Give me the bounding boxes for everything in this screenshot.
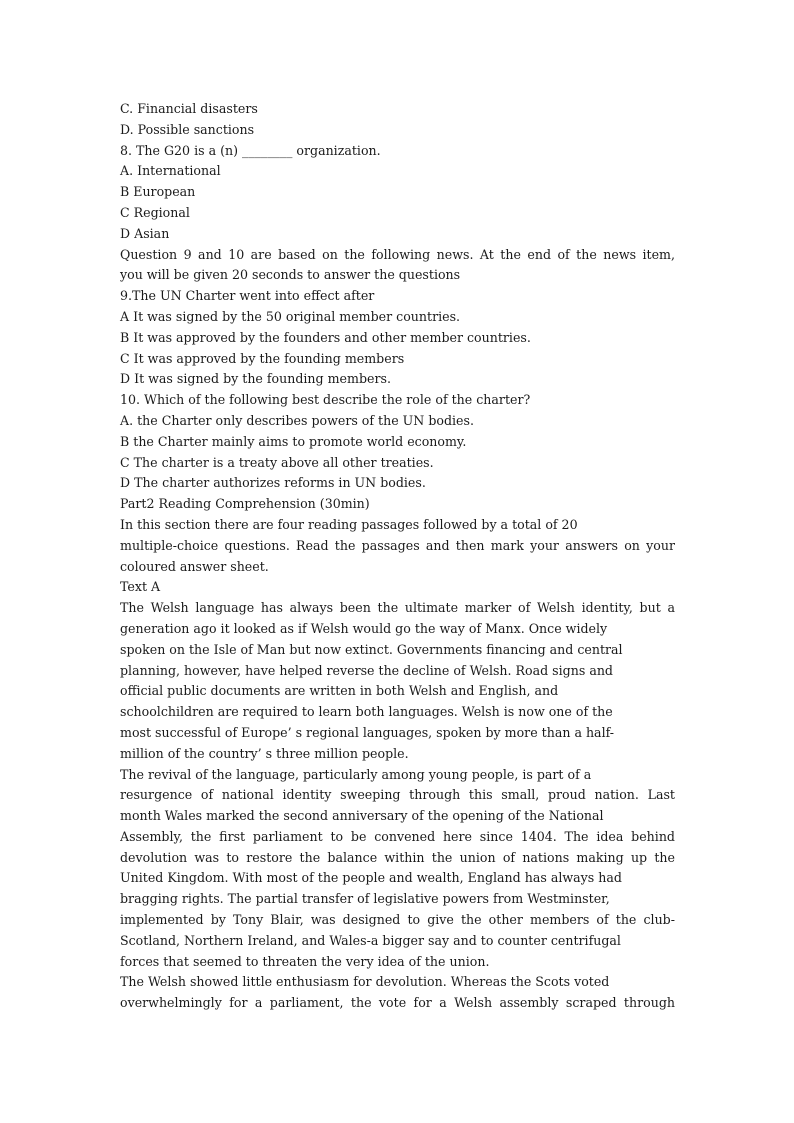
text-line: 8. The G20 is a (n) ________ organization. [120,142,381,158]
text-line: The revival of the language, particularly among young people, is part of a [120,766,592,782]
text-line: 9.The UN Charter went into effect after [120,288,375,304]
section-heading: Part2 Reading Comprehension (30min) [120,496,370,512]
text-line: A It was signed by the 50 original member countries. [120,308,461,324]
text-line: C The charter is a treaty above all other treaties. [120,454,434,470]
text-line: C Regional [120,204,190,220]
text-line: Assembly, the first parliament to be convened here since 1404. The idea behind [120,828,675,844]
text-line: month Wales marked the second anniversary of the opening of the National [120,808,604,824]
text-line: bragging rights. The partial transfer of legislative powers from Westminster, [120,891,610,907]
text-line: you will be given 20 seconds to answer the questions [120,267,461,283]
text-line: schoolchildren are required to learn both languages. Welsh is now one of the [120,704,613,720]
text-line: forces that seemed to threaten the very idea of the union. [120,953,490,969]
text-line: B It was approved by the founders and other member countries. [120,329,531,345]
text-line: multiple-choice questions. Read the passages and then mark your answers on your [120,537,675,553]
text-line: resurgence of national identity sweeping through this small, proud nation. Last [120,787,675,803]
text-line: In this section there are four reading passages followed by a total of 20 [120,516,578,532]
text-line: coloured answer sheet. [120,558,269,574]
text-line: A. International [120,163,221,179]
text-line: spoken on the Isle of Man but now extinct. Governments financing and central [120,641,623,657]
text-line: 10. Which of the following best describe the role of the charter? [120,392,531,408]
text-line: B the Charter mainly aims to promote world economy. [120,433,467,449]
text-line: D It was signed by the founding members. [120,371,391,387]
text-line: D Asian [120,225,170,241]
text-line: most successful of Europe’ s regional languages, spoken by more than a half- [120,724,615,740]
text-line: A. the Charter only describes powers of the UN bodies. [120,412,474,428]
text-line: C. Financial disasters [120,101,258,116]
passage-title: Text A [120,579,161,595]
text-line: The Welsh showed little enthusiasm for devolution. Whereas the Scots voted [120,974,610,990]
text-line: million of the country’ s three million people. [120,745,409,761]
text-line: Scotland, Northern Ireland, and Wales-a bigger say and to counter centrifugal [120,932,621,948]
document-page [120,99,675,1014]
text-line: generation ago it looked as if Welsh would go the way of Manx. Once widely [120,620,608,636]
text-line: implemented by Tony Blair, was designed to give the other members of the club- [120,912,675,928]
text-line: planning, however, have helped reverse the decline of Welsh. Road signs and [120,662,613,678]
text-line: D The charter authorizes reforms in UN bodies. [120,475,426,491]
text-line: official public documents are written in both Welsh and English, and [120,683,559,699]
text-line: The Welsh language has always been the ultimate marker of Welsh identity, but a [120,600,675,616]
text-line: D. Possible sanctions [120,121,255,137]
text-line: B European [120,184,196,200]
text-line: C It was approved by the founding members [120,350,405,366]
text-line: devolution was to restore the balance within the union of nations making up the [120,849,675,865]
text-line: Question 9 and 10 are based on the following news. At the end of the news item, [120,246,675,262]
text-line: overwhelmingly for a parliament, the vote for a Welsh assembly scraped through [120,995,675,1011]
text-line: United Kingdom. With most of the people and wealth, England has always had [120,870,622,886]
